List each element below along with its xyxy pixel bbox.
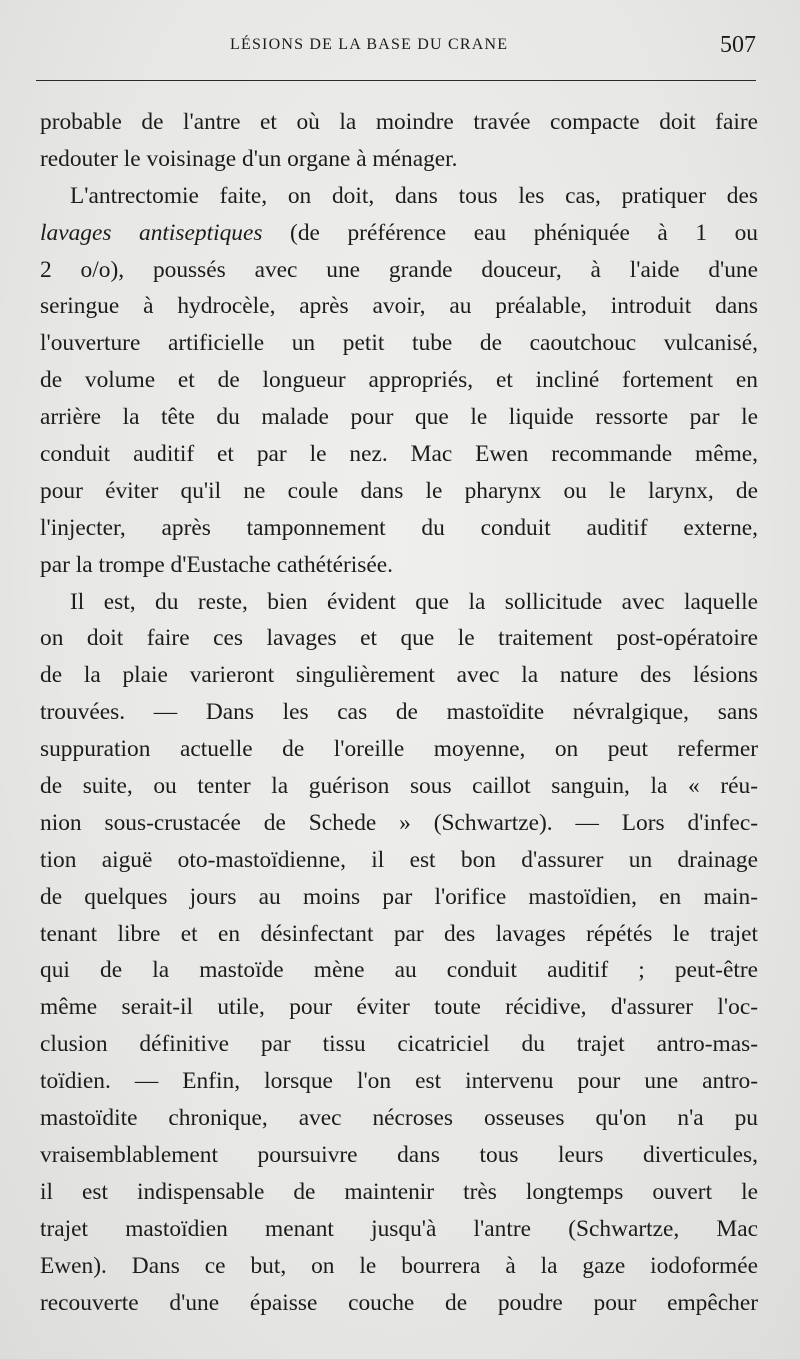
text-line: vraisemblablement poursuivre dans tous leurs diverticules, xyxy=(40,1141,758,1168)
text-line: de suite, ou tenter la guérison sous caillot sanguin, la « réu- xyxy=(40,773,758,800)
text-line: 2 o/o), poussés avec une grande douceur, à l'aide d'une xyxy=(40,256,758,283)
text-line: Il est, du reste, bien évident que la sollicitude avec laquelle xyxy=(70,588,758,615)
text-line: nion sous-crustacée de Schede » (Schwartze). — Lors d'infec- xyxy=(40,809,758,836)
text-line: arrière la tête du malade pour que le liquide ressorte par le xyxy=(40,404,758,431)
text-line: il est indispensable de maintenir très longtemps ouvert le xyxy=(40,1178,758,1205)
text-line: l'injecter, après tamponnement du conduit auditif externe, xyxy=(40,514,758,541)
text-line: qui de la mastoïde mène au conduit auditif ; peut-être xyxy=(40,957,758,984)
text-line-rest: (de préférence eau phéniquée à 1 ou xyxy=(290,219,758,246)
text-line: de la plaie varieront singulièrement avec la nature des lésions xyxy=(40,662,758,689)
text-line: L'antrectomie faite, on doit, dans tous les cas, pratiquer des xyxy=(70,182,758,209)
text-line: trajet mastoïdien menant jusqu'à l'antre (Schwartze, Mac xyxy=(40,1215,758,1242)
text-line: trouvées. — Dans les cas de mastoïdite névralgique, sans xyxy=(40,699,758,726)
text-line: l'ouverture artificielle un petit tube de caoutchouc vulcanisé, xyxy=(40,330,758,357)
text-line: probable de l'antre et où la moindre travée compacte doit faire xyxy=(40,109,758,135)
header-rule xyxy=(36,80,756,81)
text-line: toïdien. — Enfin, lorsque l'on est intervenu pour une antro- xyxy=(40,1068,758,1095)
text-line: conduit auditif et par le nez. Mac Ewen recommande même, xyxy=(40,441,758,468)
text-line xyxy=(40,215,758,252)
text-line: clusion définitive par tissu cicatriciel du trajet antro-mas- xyxy=(40,1031,758,1058)
text-line: par la trompe d'Eustache cathétérisée. xyxy=(40,551,393,578)
text-line: de volume et de longueur appropriés, et incliné fortement en xyxy=(40,367,758,394)
text-line: recouverte d'une épaisse couche de poudre pour empêcher xyxy=(40,1289,758,1316)
body-text xyxy=(40,104,758,1321)
text-line: on doit faire ces lavages et que le traitement post-opératoire xyxy=(40,625,758,652)
text-line: seringue à hydrocèle, après avoir, au préalable, introduit dans xyxy=(40,293,758,320)
text-line: tenant libre et en désinfectant par des lavages répétés le trajet xyxy=(40,920,758,947)
text-line: redouter le voisinage d'un organe à ménager. xyxy=(40,145,458,172)
text-line: suppuration actuelle de l'oreille moyenne, on peut refermer xyxy=(40,736,758,763)
text-line: de quelques jours au moins par l'orifice mastoïdien, en main- xyxy=(40,883,758,910)
text-line: tion aiguë oto-mastoïdienne, il est bon d'assurer un drainage xyxy=(40,846,758,873)
text-line: mastoïdite chronique, avec nécroses osseuses qu'on n'a pu xyxy=(40,1105,758,1132)
page-number: 507 xyxy=(720,32,756,58)
text-line: pour éviter qu'il ne coule dans le pharynx ou le larynx, de xyxy=(40,477,758,504)
text-line: même serait-il utile, pour éviter toute récidive, d'assurer l'oc- xyxy=(40,994,758,1021)
running-head: LÉSIONS DE LA BASE DU CRANE xyxy=(230,36,509,53)
text-line: Ewen). Dans ce but, on le bourrera à la gaze iodoformée xyxy=(40,1252,758,1279)
italic-phrase: lavages antiseptiques xyxy=(40,219,263,246)
